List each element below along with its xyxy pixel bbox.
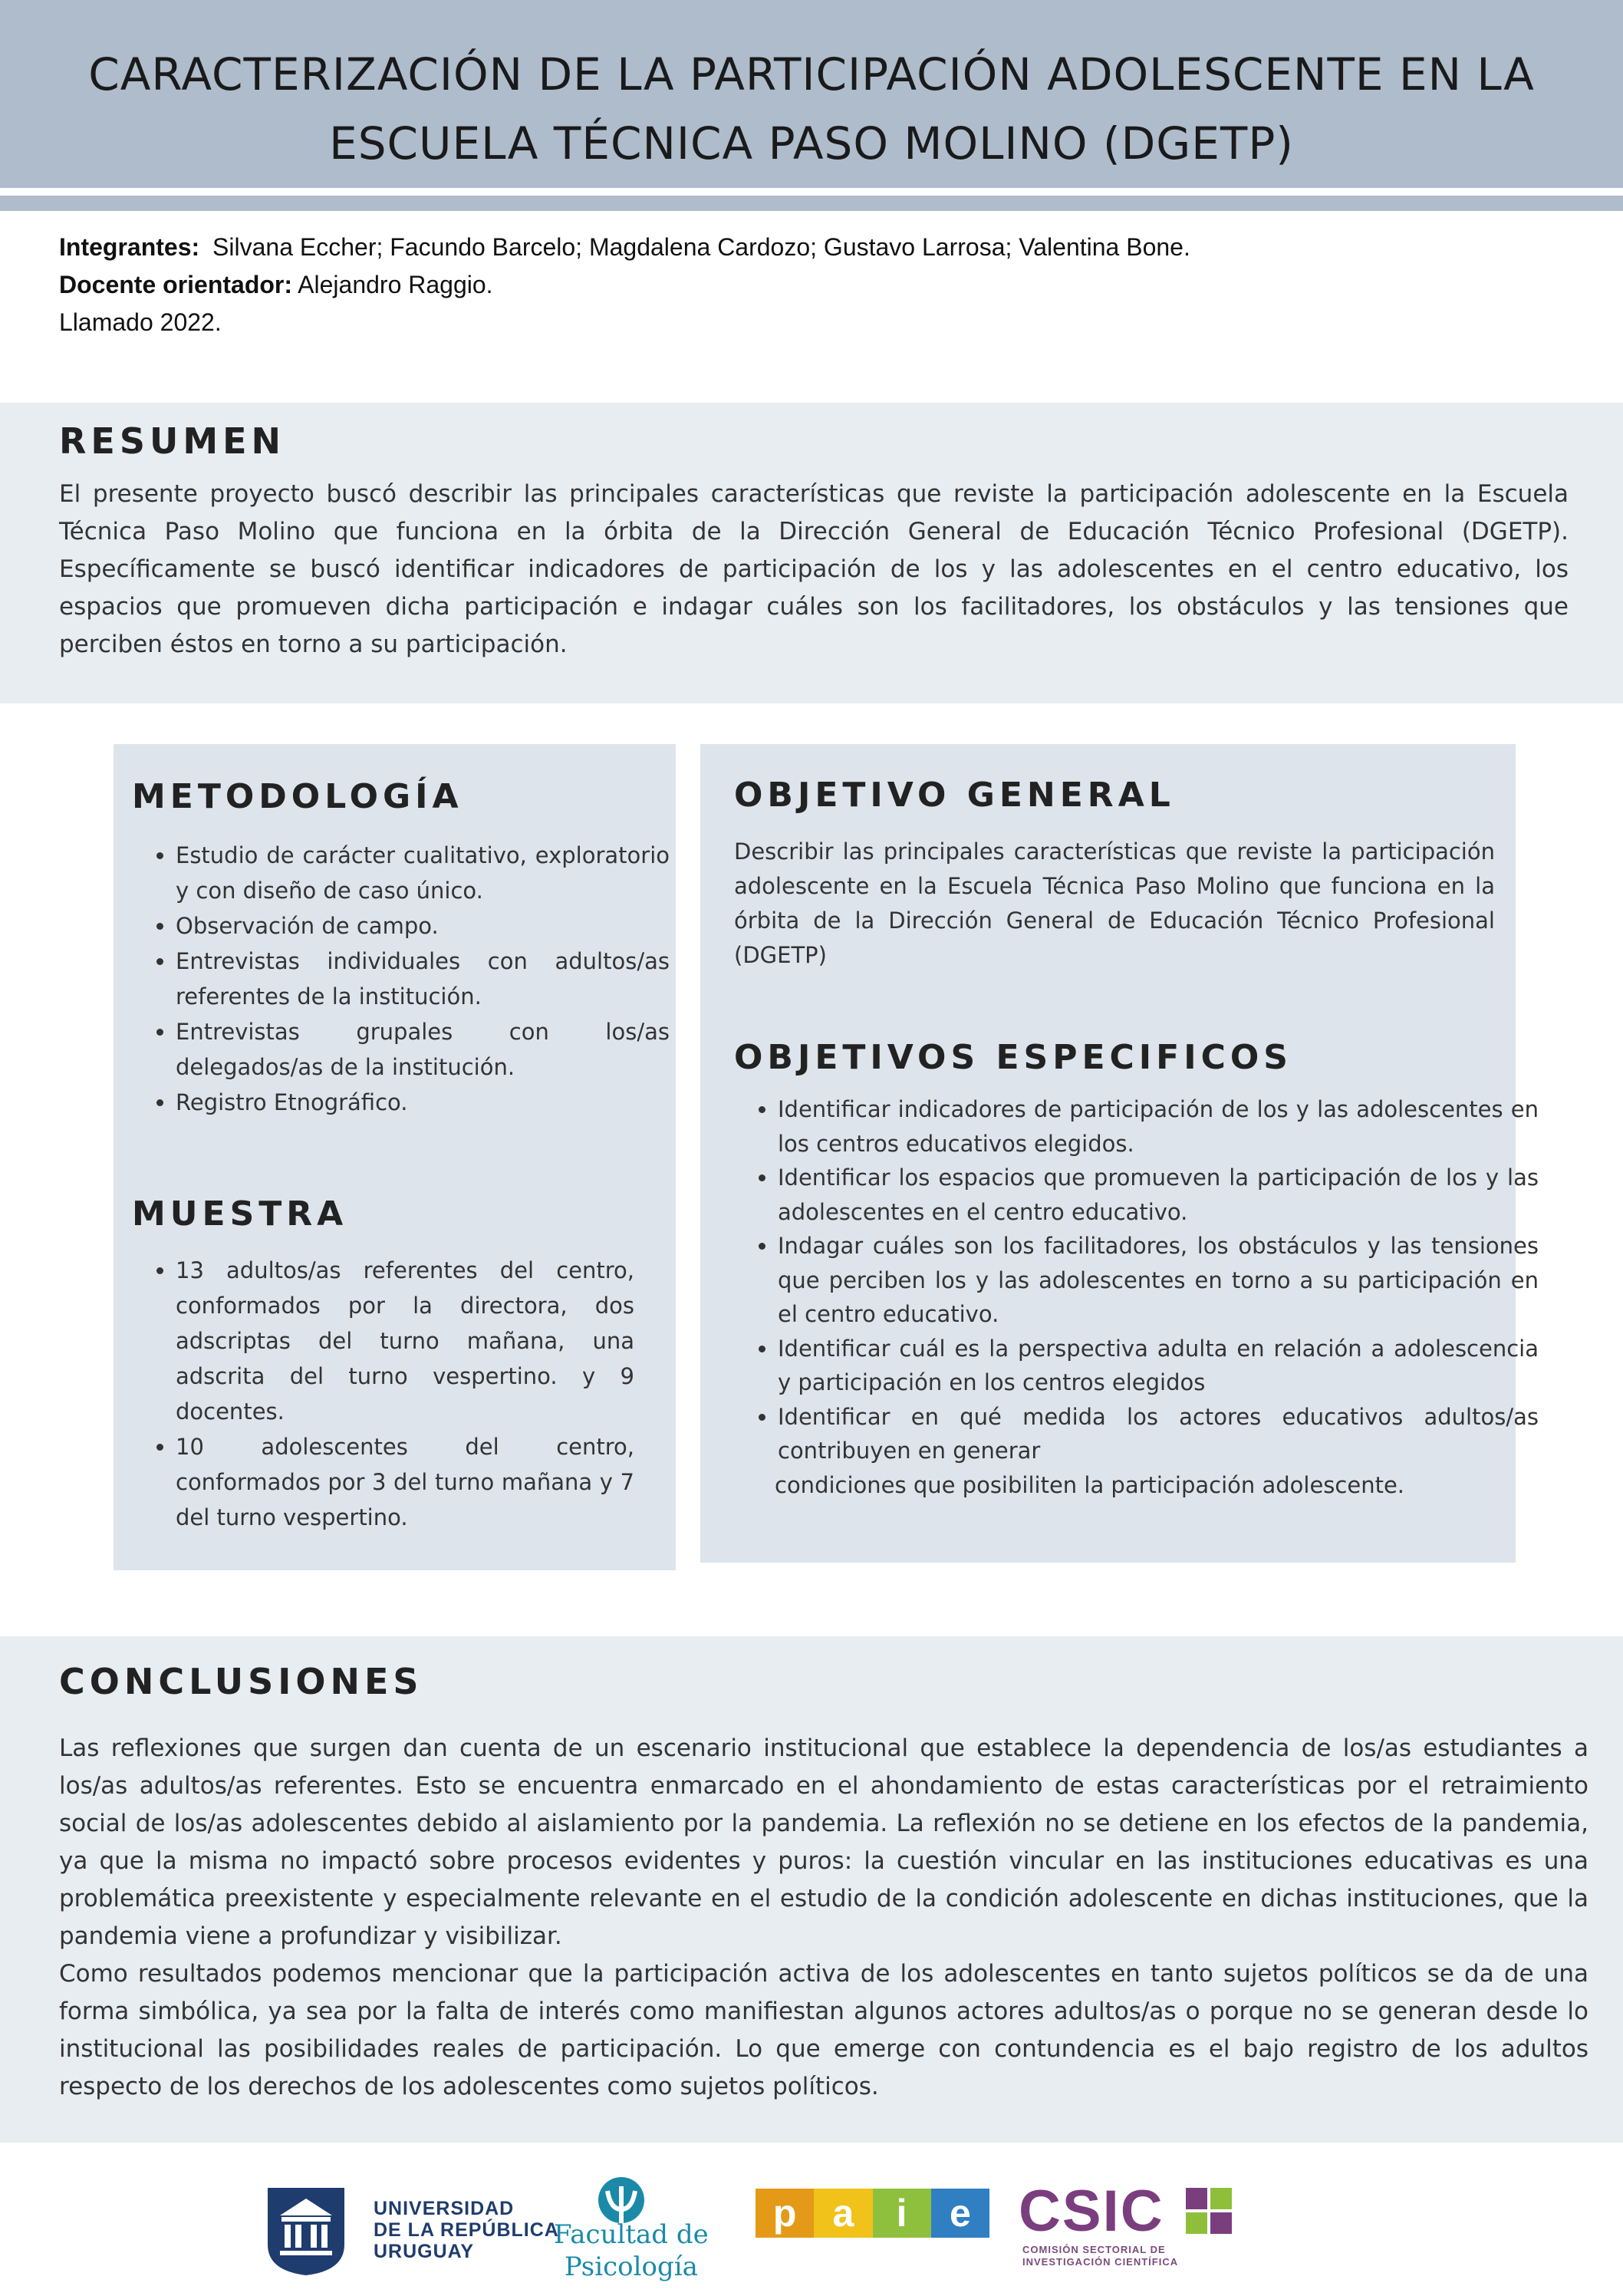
psicologia-line: Psicología xyxy=(564,2252,698,2282)
metodologia-title: METODOLOGÍA xyxy=(132,777,463,816)
integrantes-label: Integrantes: xyxy=(59,233,200,261)
header-divider xyxy=(0,196,1623,211)
paie-letter-p: p xyxy=(756,2189,814,2238)
paie-logo xyxy=(756,2189,989,2238)
conclusiones-title: CONCLUSIONES xyxy=(59,1661,423,1702)
title-line-2: ESCUELA TÉCNICA PASO MOLINO (DGETP) xyxy=(329,117,1294,170)
csic-sub-line: INVESTIGACIÓN CIENTÍFICA xyxy=(1022,2256,1179,2268)
poster-title xyxy=(0,40,1623,178)
list-item: • Observación de campo. xyxy=(176,908,670,944)
docente-line xyxy=(59,266,1516,304)
muestra-title: MUESTRA xyxy=(132,1194,348,1234)
csic-squares-logo xyxy=(1186,2188,1233,2235)
list-item: • Estudio de carácter cualitativo, exploratorio y con diseño de caso único. xyxy=(176,838,670,908)
udelar-line: DE LA REPÚBLICA xyxy=(374,2219,559,2241)
udelar-line: URUGUAY xyxy=(374,2241,475,2262)
objetivos-especificos-title: OBJETIVOS ESPECIFICOS xyxy=(734,1038,1292,1077)
paie-letter-a: a xyxy=(814,2189,872,2238)
team-info xyxy=(59,229,1516,341)
udelar-line: UNIVERSIDAD xyxy=(374,2198,515,2219)
paie-letter-i: i xyxy=(873,2189,931,2238)
list-item: • Identificar los espacios que promueven la participación de los y las adolescentes en el centro educativo. xyxy=(778,1161,1539,1229)
objetivo-general-title: OBJETIVO GENERAL xyxy=(734,776,1175,815)
title-banner xyxy=(0,0,1623,188)
udelar-wordmark xyxy=(374,2198,559,2262)
csic-sub-line: COMISIÓN SECTORIAL DE xyxy=(1022,2244,1166,2255)
list-item: • Registro Etnográfico. xyxy=(176,1085,670,1120)
resumen-title: RESUMEN xyxy=(59,420,286,462)
paie-letter-e: e xyxy=(931,2189,989,2238)
list-item: • Identificar cuál es la perspectiva adulta en relación a adolescencia y participación en los centros elegidos xyxy=(778,1332,1539,1400)
integrantes-line xyxy=(59,229,1516,266)
resumen-text: El presente proyecto buscó describir las principales características que reviste la participación adolescente en la Escuela Técnica Paso Molino que funciona en la órbita de la Dirección General de Educación Técnico Profesional (DGETP). Específicamente se buscó identificar indicadores de participación de los y las adolescentes en el centro educativo, los espacios que promueven dicha participación e indagar cuáles son los facilitadores, los obstáculos y las tensiones que perciben éstos en torno a su participación. xyxy=(59,480,1569,658)
llamado: Llamado 2022. xyxy=(59,308,222,336)
list-item: • Identificar en qué medida los actores educativos adultos/as contribuyen en generar xyxy=(778,1400,1539,1468)
docente-label: Docente orientador: xyxy=(59,271,293,298)
title-line-1: CARACTERIZACIÓN DE LA PARTICIPACIÓN ADOLESCENTE EN LA xyxy=(88,48,1535,100)
objetivo-general-text: Describir las principales características que reviste la participación adolescente en la Escuela Técnica Paso Molino que funciona en la órbita de la Dirección General de Educación Técnico Profesional (DGETP) xyxy=(734,838,1495,968)
list-item: • Identificar indicadores de participación de los y las adolescentes en los centros educativos elegidos. xyxy=(778,1092,1539,1161)
psicologia-wordmark xyxy=(554,2219,709,2283)
list-item: • 13 adultos/as referentes del centro, conformados por la directora, dos adscriptas del turno mañana, una adscrita del turno vespertino. y 9 docentes. xyxy=(176,1253,634,1429)
integrantes-names: Silvana Eccher; Facundo Barcelo; Magdalena Cardozo; Gustavo Larrosa; Valentina Bone. xyxy=(212,233,1190,261)
csic-subtitle xyxy=(1022,2244,1178,2268)
udelar-seal-logo xyxy=(265,2185,347,2277)
objetivos-continuation: condiciones que posibiliten la participación adolescente. xyxy=(775,1472,1405,1498)
docente-name: Alejandro Raggio. xyxy=(298,271,493,298)
csic-wordmark: CSIC xyxy=(1019,2179,1164,2244)
list-item: • Entrevistas grupales con los/as delegados/as de la institución. xyxy=(176,1014,670,1085)
muestra-list xyxy=(132,1253,634,1535)
conclusiones-text xyxy=(59,1730,1588,2106)
conclusiones-p2: Como resultados podemos mencionar que la participación activa de los adolescentes en tanto sujetos políticos se da de una forma simbólica, ya sea por la falta de interés como manifiestan algunos actores adultos/as o porque no se generan desde lo institucional las posibilidades reales de participación. Lo que emerge con contundencia es el bajo registro de los adultos respecto de los derechos de los adolescentes como sujetos políticos. xyxy=(59,1960,1588,2100)
conclusiones-p1: Las reflexiones que surgen dan cuenta de un escenario institucional que establece la dependencia de los/as estudiantes a los/as adultos/as referentes. Esto se encuentra enmarcado en el ahondamiento de estas características por el retraimiento social de los/as adolescentes debido al aislamiento por la pandemia. La reflexión no se detiene en los efectos de la pandemia, ya que la misma no impactó sobre procesos evidentes y puros: la cuestión vincular en las instituciones educativas es una problemática preexistente y especialmente relevante en el estudio de la condición adolescente en dichas instituciones, que la pandemia viene a profundizar y visibilizar. xyxy=(59,1734,1588,1950)
psicologia-line: Facultad de xyxy=(554,2219,709,2250)
list-item: • Indagar cuáles son los facilitadores, los obstáculos y las tensiones que perciben los y las adolescentes en torno a su participación en el centro educativo. xyxy=(778,1229,1539,1332)
metodologia-list xyxy=(132,838,670,1120)
list-item: • Entrevistas individuales con adultos/as referentes de la institución. xyxy=(176,944,670,1014)
objetivos-especificos-list xyxy=(734,1092,1539,1468)
list-item: • 10 adolescentes del centro, conformados por 3 del turno mañana y 7 del turno vespertino. xyxy=(176,1429,634,1535)
